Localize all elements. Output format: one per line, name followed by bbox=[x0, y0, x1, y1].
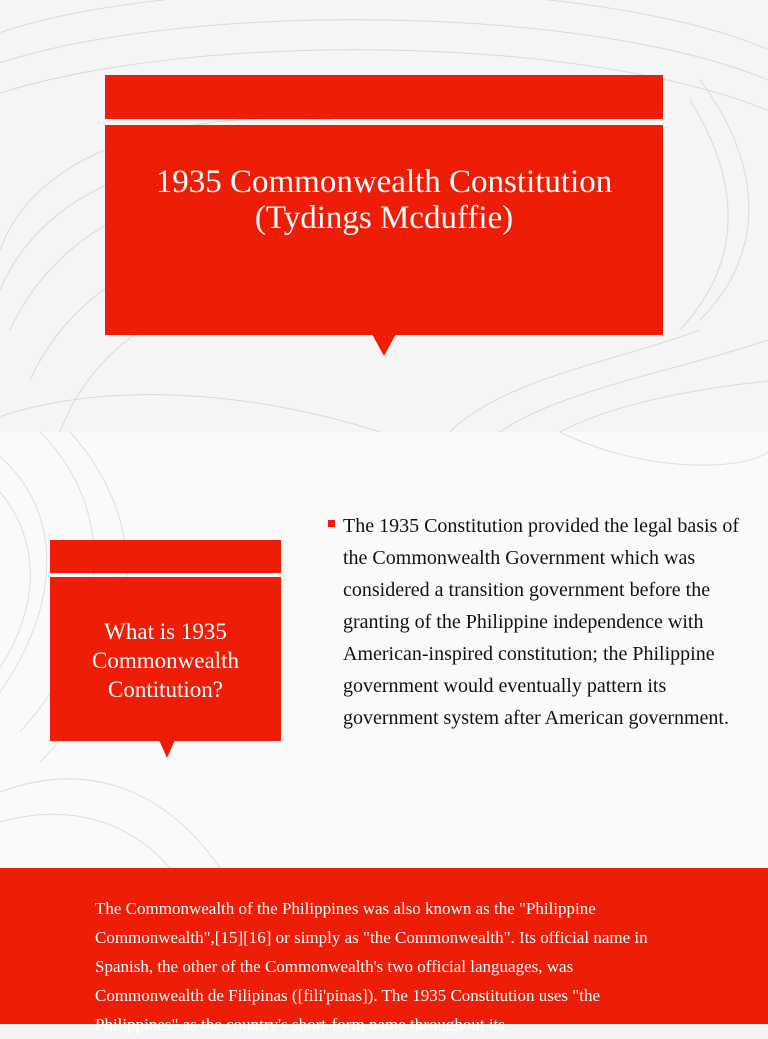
square-bullet-icon bbox=[328, 520, 335, 527]
question-top-strip bbox=[50, 540, 281, 573]
title-line-1: 1935 Commonwealth Constitution bbox=[155, 164, 613, 200]
question-line-1: What is 1935 bbox=[104, 619, 227, 644]
slide-definition bbox=[0, 432, 768, 868]
title-callout-pointer bbox=[372, 334, 396, 356]
slide-title-text bbox=[105, 164, 663, 236]
slide-title bbox=[0, 0, 768, 432]
question-line-2: Commonwealth bbox=[92, 648, 239, 673]
slide-commonwealth-name bbox=[0, 868, 768, 1034]
body-paragraph: The Commonwealth of the Philippines was also known as the "Philippine Commonwealth",[15][16] or simply as "the Commonwealth". Its official name in Spanish, the other of the Commonwealth's two official languages, was Commonwealth de Filipinas ([fili'pinas]). The 1935 Constitution uses "the Philippines" as the country's short-form name throughout its bbox=[95, 899, 648, 1034]
question-line-3: Contitution? bbox=[108, 677, 223, 702]
bullet-item bbox=[328, 510, 758, 734]
question-callout-pointer bbox=[159, 740, 175, 758]
title-top-strip bbox=[105, 75, 663, 119]
bullet-text: The 1935 Constitution provided the legal basis of the Commonwealth Government which was considered a transition government before the granting of the Philippine independence with American-inspired constitution; the Philippine government would eventually pattern its government system after American government. bbox=[343, 515, 740, 729]
title-line-2: (Tydings Mcduffie) bbox=[254, 200, 514, 236]
question-text bbox=[50, 617, 281, 704]
